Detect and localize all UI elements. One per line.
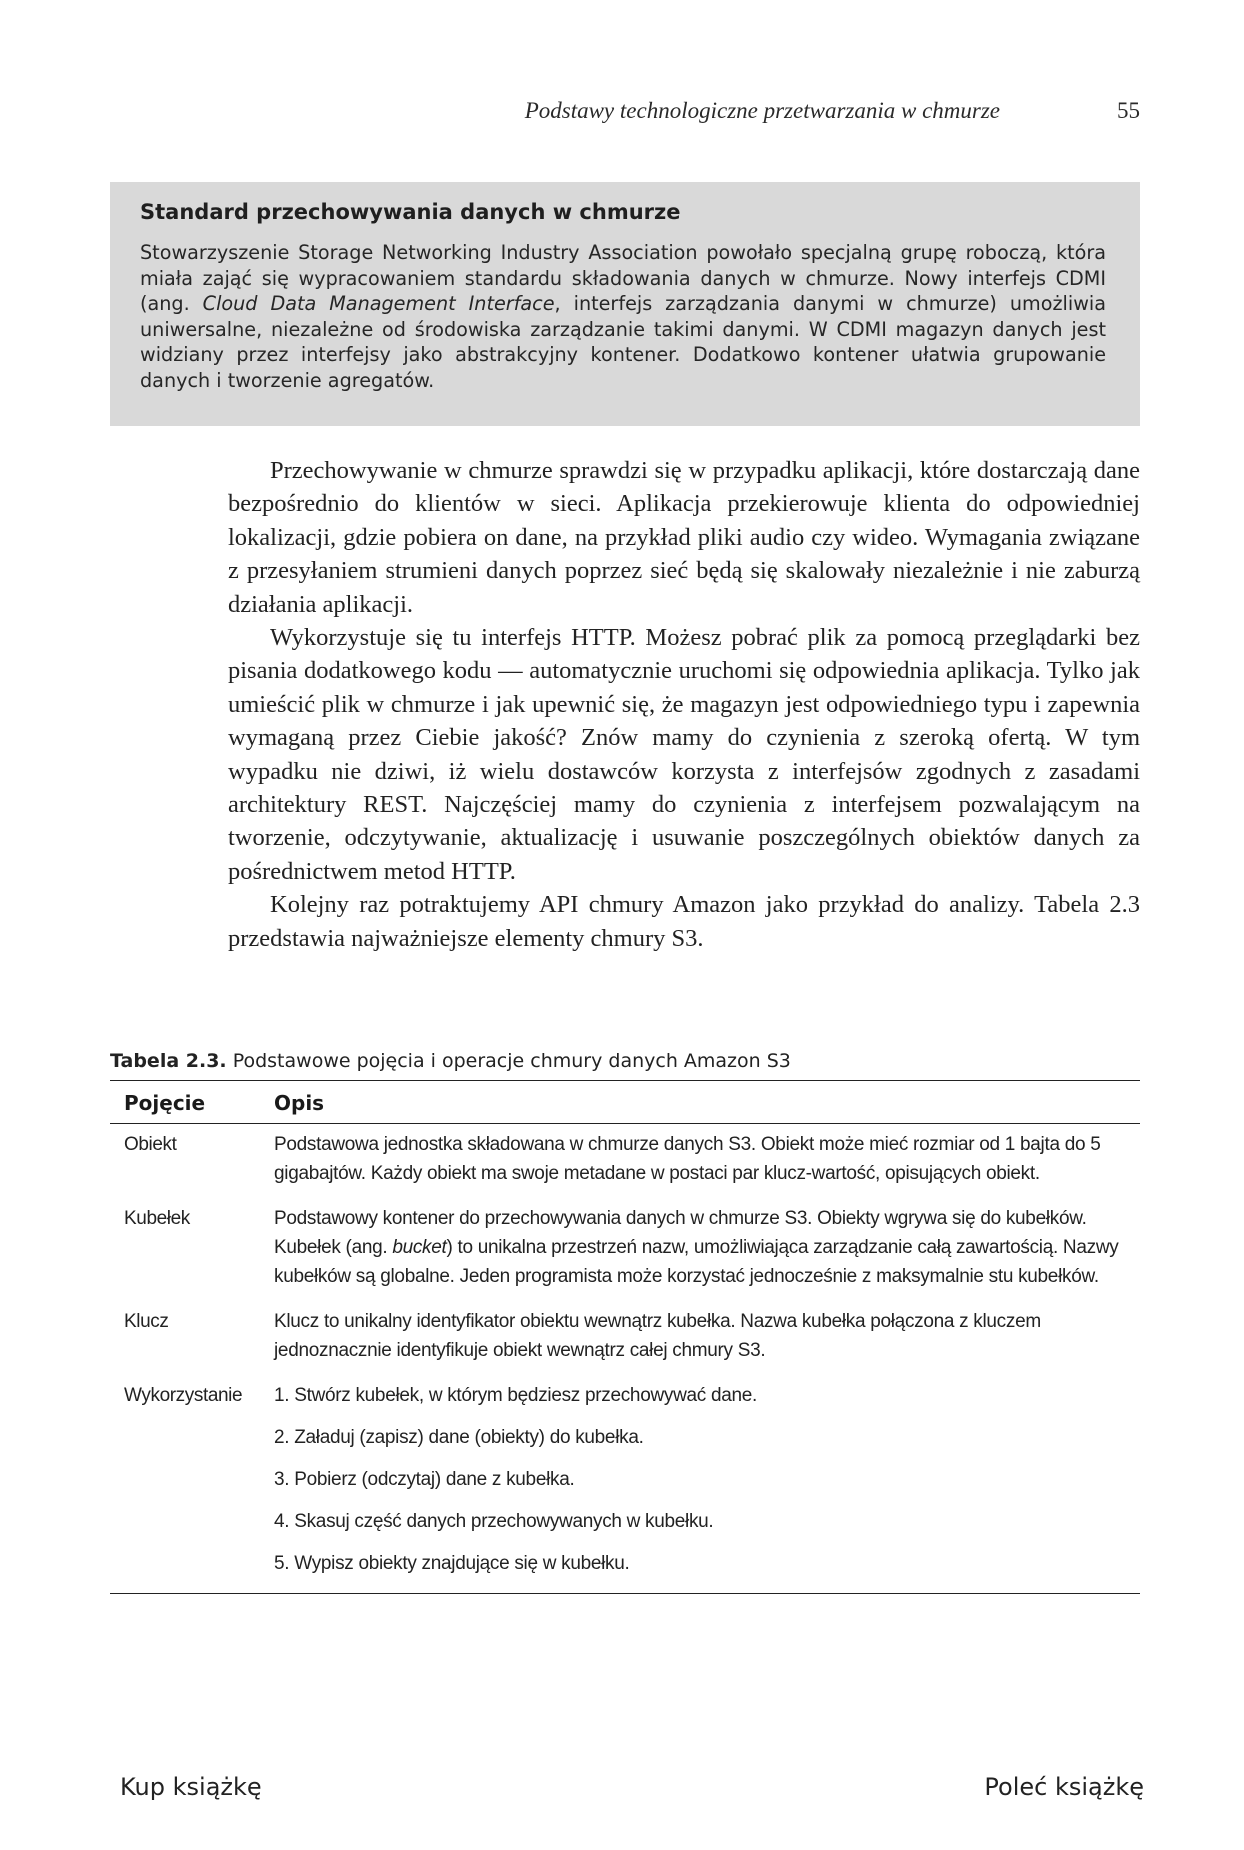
table-row bbox=[110, 1307, 1140, 1365]
usage-step: 5. Wypisz obiekty znajdujące się w kubełku. bbox=[274, 1553, 630, 1574]
table-caption bbox=[110, 1050, 1140, 1072]
usage-step: 3. Pobierz (odczytaj) dane z kubełka. bbox=[274, 1469, 575, 1490]
sidebar-box bbox=[110, 182, 1140, 426]
table-description-text-1: Podstawowy kontener do przechowywania danych w chmurze S3. Obiekty wgrywa się do kubełków. Kubełek (ang. bbox=[274, 1208, 1087, 1258]
body-text bbox=[228, 454, 1140, 955]
sidebar-body-emphasis: Cloud Data Management Interface bbox=[202, 292, 555, 315]
body-paragraph-2: Wykorzystuje się tu interfejs HTTP. Możesz pobrać plik za pomocą przeglądarki bez pisania dodatkowego kodu — automatycznie uruchomi się odpowiednia aplikacja. Tylko jak umieścić plik w chmurze i jak upewnić się, że magazyn jest odpowiedniego typu i zapewnia wymaganą przez Ciebie jakość? Znów mamy do czynienia z szeroką ofertą. W tym wypadku nie dziwi, iż wielu dostawców korzysta z interfejsów zgodnych z zasadami architektury REST. Najczęściej mamy do czynienia z interfejsem pozwalającym na tworzenie, odczytywanie, aktualizację i usuwanie poszczególnych obiektów danych za pośrednictwem metod HTTP. bbox=[228, 624, 1140, 885]
usage-step: 4. Skasuj część danych przechowywanych w kubełku. bbox=[274, 1511, 714, 1532]
table-header-term: Pojęcie bbox=[124, 1091, 206, 1115]
table-description: Klucz to unikalny identyfikator obiektu wewnątrz kubełka. Nazwa kubełka połączona z kluczem jednoznacznie identyfikuje obiekt wewnątrz całej chmury S3. bbox=[274, 1311, 1041, 1361]
sidebar-body-text-2: , interfejs zarządzania danymi w chmurze) umożliwia uniwersalne, niezależne od środowiska zarządzanie takimi danymi. W CDMI magazyn danych jest widziany przez interfejsy jako abstrakcyjny kontener. Dodatkowo kontener ułatwia grupowanie danych i tworzenie agregatów. bbox=[140, 292, 1106, 392]
recommend-book-link[interactable]: Poleć książkę bbox=[984, 1773, 1144, 1801]
body-paragraph-3: Kolejny raz potraktujemy API chmury Amazon jako przykład do analizy. Tabela 2.3 przedstawia najważniejsze elementy chmury S3. bbox=[228, 891, 1140, 952]
table-description-text-2: ) to unikalna przestrzeń nazw, umożliwiająca zarządzanie całą zawartością. Nazwy kubełków są globalne. Jeden programista może korzystać jednocześnie z maksymalnie stu kubełków. bbox=[274, 1237, 1119, 1287]
sidebar-title: Standard przechowywania danych w chmurze bbox=[140, 200, 681, 224]
running-title: Podstawy technologiczne przetwarzania w chmurze bbox=[524, 98, 1000, 123]
usage-steps-list bbox=[274, 1381, 1120, 1578]
table-term: Kubełek bbox=[124, 1208, 190, 1229]
table-term: Klucz bbox=[124, 1311, 169, 1332]
table-header-description: Opis bbox=[274, 1091, 325, 1115]
table-caption-text: Podstawowe pojęcia i operacje chmury danych Amazon S3 bbox=[226, 1050, 791, 1072]
buy-book-link[interactable]: Kup książkę bbox=[120, 1773, 262, 1801]
table-description bbox=[274, 1381, 1140, 1591]
table-description: Podstawowa jednostka składowana w chmurze danych S3. Obiekt może mieć rozmiar od 1 bajta do 5 gigabajtów. Każdy obiekt ma swoje metadane w postaci par klucz-wartość, opisujących obiekt. bbox=[274, 1134, 1101, 1184]
table-description-emphasis: bucket bbox=[392, 1237, 447, 1258]
table-description bbox=[274, 1204, 1140, 1291]
sidebar-body bbox=[140, 240, 1106, 393]
table-term: Wykorzystanie bbox=[124, 1385, 243, 1406]
table-term: Obiekt bbox=[124, 1134, 177, 1155]
sidebar-body-text-1: Stowarzyszenie Storage Networking Industry Association powołało specjalną grupę roboczą, która miała zająć się wypracowaniem standardu składowania danych w chmurze. Nowy interfejs CDMI (ang. bbox=[140, 241, 1106, 315]
page-number: 55 bbox=[1117, 98, 1140, 123]
table-row bbox=[110, 1130, 1140, 1188]
running-header bbox=[110, 98, 1140, 134]
table-row bbox=[110, 1381, 1140, 1591]
usage-step: 2. Załaduj (zapisz) dane (obiekty) do kubełka. bbox=[274, 1427, 644, 1448]
table-caption-label: Tabela 2.3. bbox=[110, 1050, 227, 1072]
body-paragraph-1: Przechowywanie w chmurze sprawdzi się w przypadku aplikacji, które dostarczają dane bezpośrednio do klientów w sieci. Aplikacja przekierowuje klienta do odpowiedniej lokalizacji, gdzie pobiera on dane, na przykład pliki audio czy wideo. Wymagania związane z przesyłaniem strumieni danych poprzez sieć będą się skalowały niezależnie i nie zaburzą działania aplikacji. bbox=[228, 457, 1140, 618]
table-block bbox=[110, 1050, 1140, 1594]
table-header-row bbox=[110, 1081, 1140, 1124]
table-row bbox=[110, 1204, 1140, 1291]
table-bottom-rule bbox=[110, 1593, 1140, 1594]
usage-step: 1. Stwórz kubełek, w którym będziesz przechowywać dane. bbox=[274, 1385, 757, 1406]
